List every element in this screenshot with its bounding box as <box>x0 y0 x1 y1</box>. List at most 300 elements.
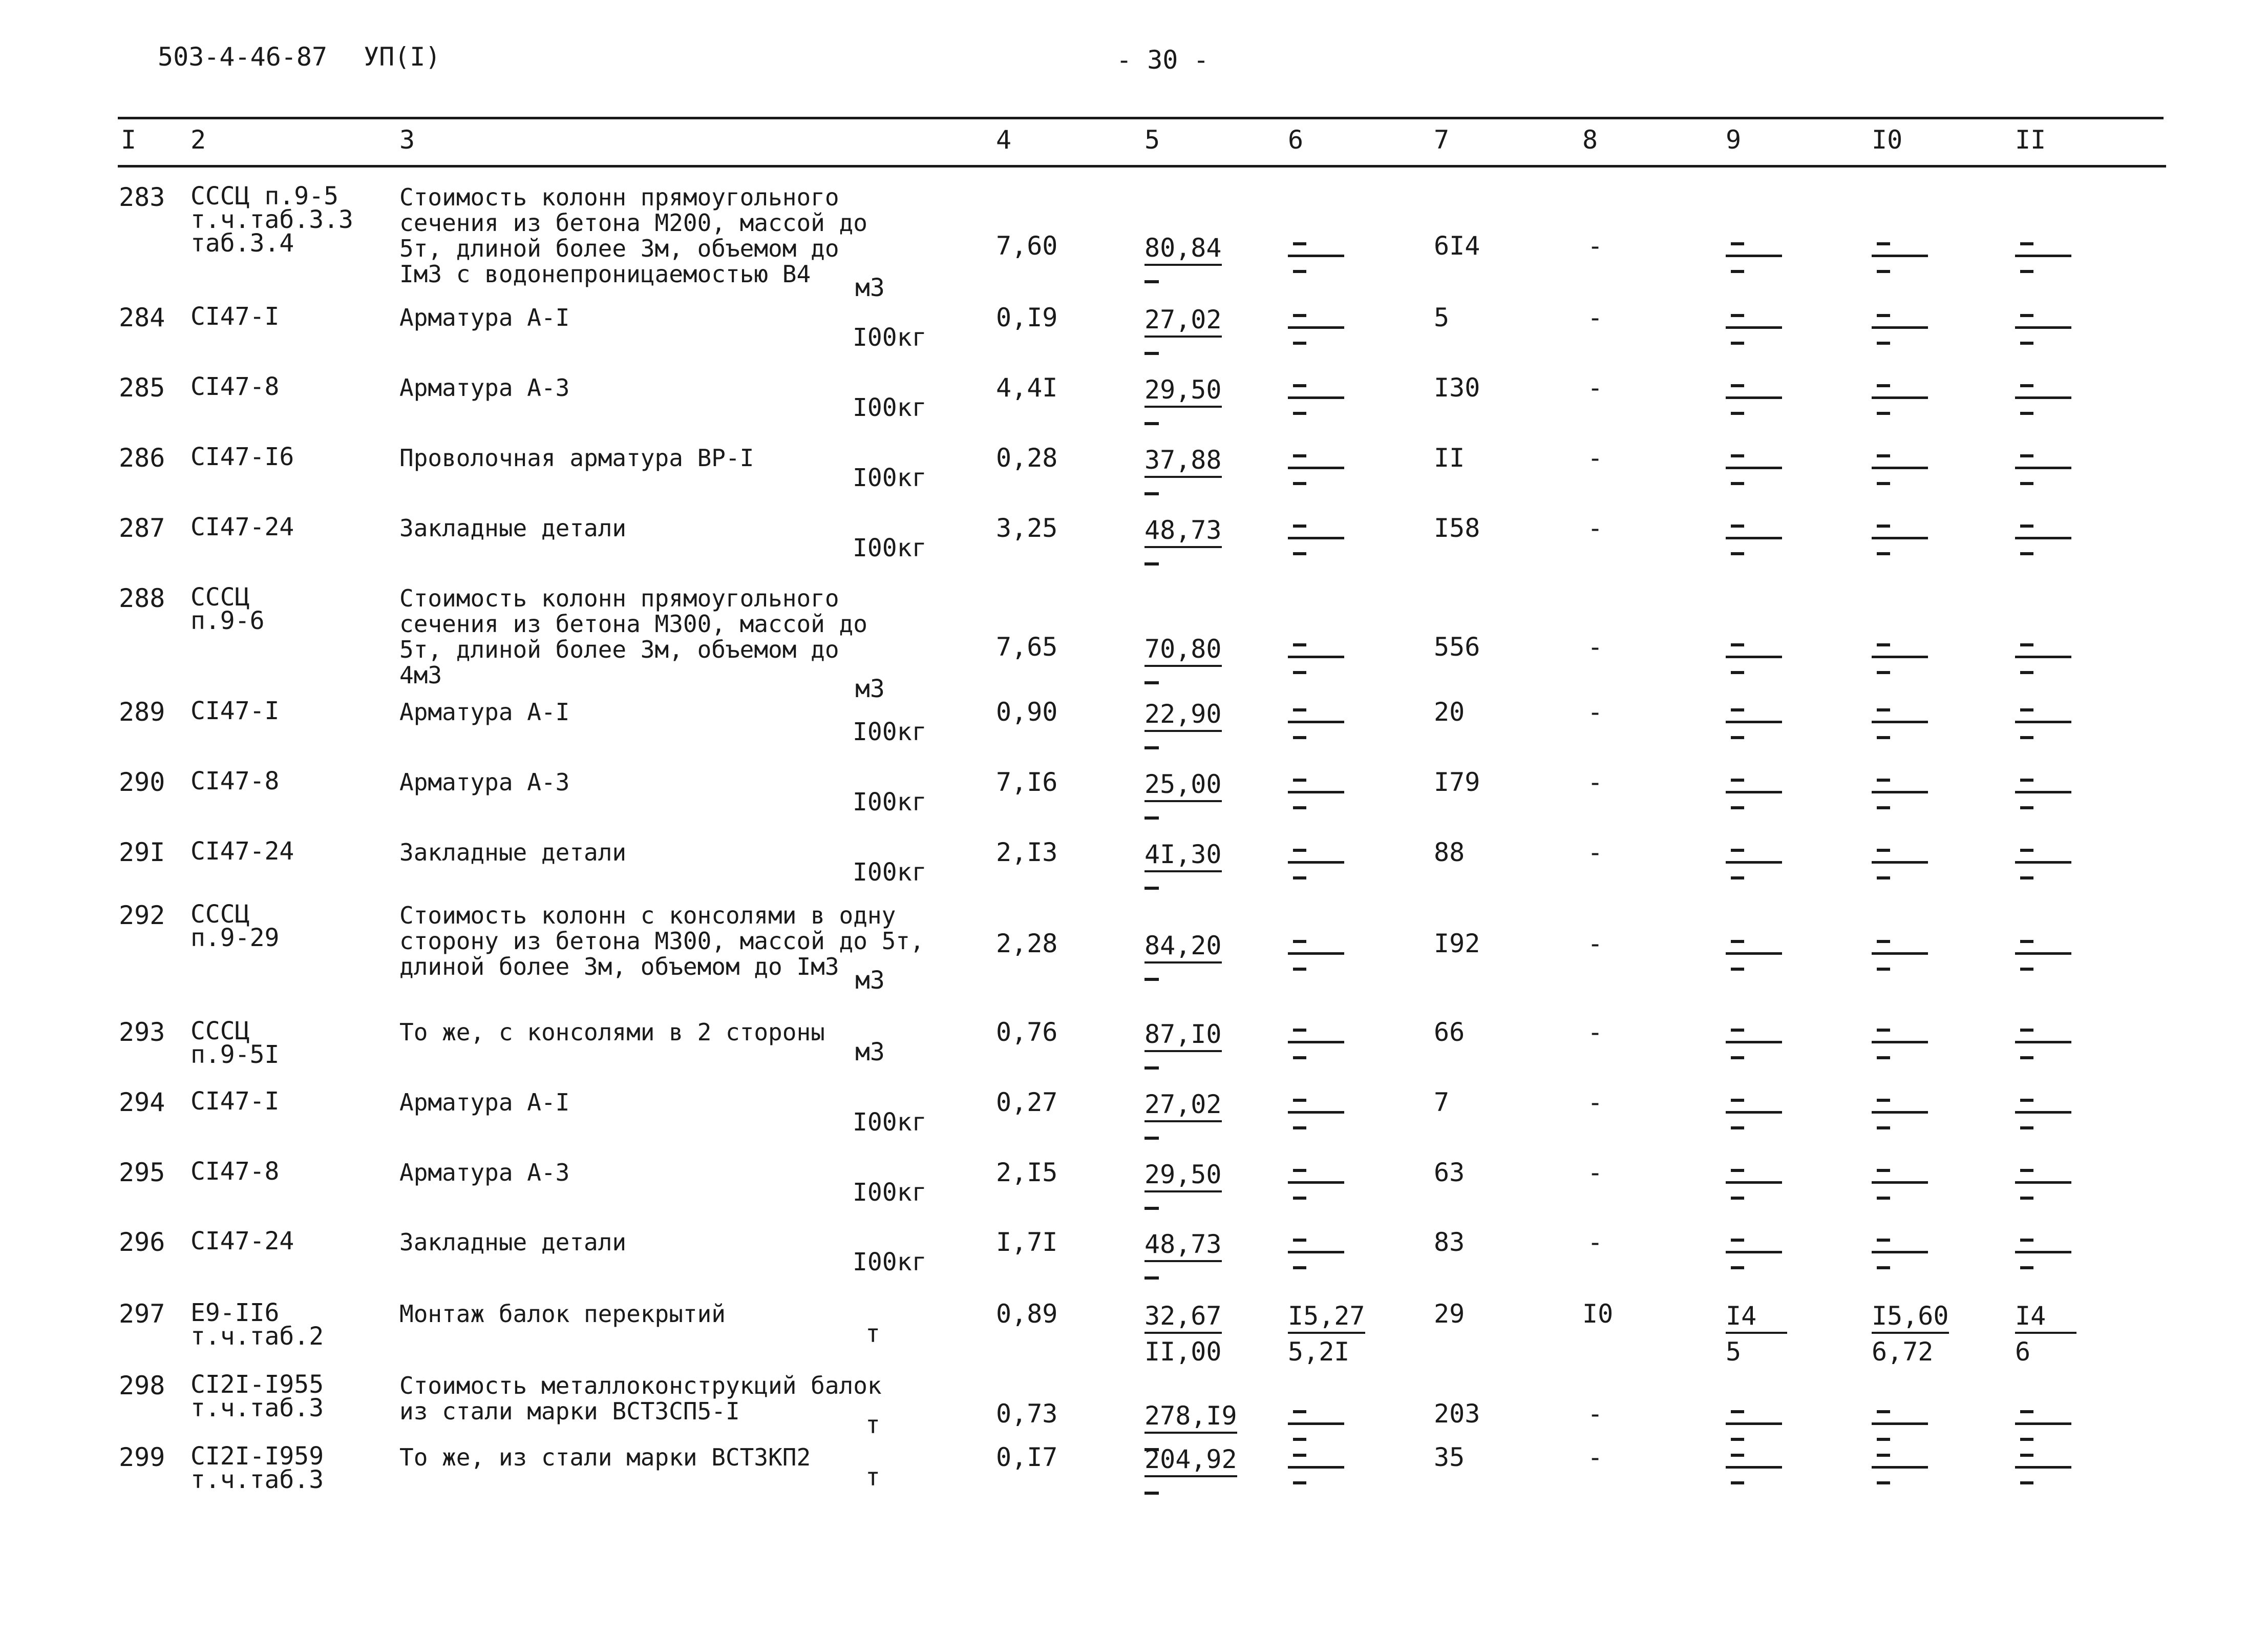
fraction-line <box>1288 721 1344 723</box>
dash-mark <box>1731 708 1744 711</box>
dash-mark <box>1877 1438 1890 1441</box>
work-description: Арматура А-I <box>399 698 570 726</box>
col9-value <box>1726 1018 1787 1075</box>
fraction-line <box>1288 326 1344 329</box>
col11-value <box>2015 374 2076 430</box>
fraction-line <box>2015 467 2071 469</box>
total-cost: 5 <box>1434 303 1450 332</box>
labor-cost <box>1288 304 1349 360</box>
quantity-value: 0,28 <box>996 443 1058 473</box>
dash-mark <box>1293 1239 1306 1242</box>
fraction-line <box>1872 1181 1928 1184</box>
dash-mark <box>1144 681 1159 684</box>
labor-cost <box>1288 930 1349 986</box>
dash-mark <box>2020 736 2033 739</box>
dash-mark <box>1293 552 1306 555</box>
dash-mark <box>1731 968 1744 971</box>
col11-value-denominator: 6 <box>2015 1337 2031 1367</box>
col11-value <box>2015 1443 2076 1500</box>
dash-mark <box>2020 552 2033 555</box>
reference-code: СССЦ п.9-29 <box>190 900 280 952</box>
quantity-value: 0,27 <box>996 1087 1058 1117</box>
row-number: 298 <box>119 1371 165 1400</box>
row-number: 283 <box>119 182 165 212</box>
work-description: Стоимость колонн с консолями в одну сторону из бетона М300, массой до 5т, длиной более 3м, объемом до Iм3 <box>399 902 924 980</box>
work-description: Проволочная арматура ВР-I <box>399 444 754 472</box>
unit-cost <box>1144 445 1222 511</box>
unit-cost-numerator: 29,50 <box>1144 375 1222 408</box>
reference-code: CI47-8 <box>190 372 280 401</box>
machine-cost: - <box>1587 373 1603 403</box>
unit-cost-numerator: 48,73 <box>1144 515 1222 548</box>
reference-code: CI47-24 <box>190 837 294 866</box>
col10-value-denominator: 6,72 <box>1872 1337 1934 1367</box>
dash-mark <box>1293 1410 1306 1413</box>
unit-of-measure: I00кг <box>853 858 927 887</box>
labor-cost <box>1288 514 1349 571</box>
unit-of-measure: I00кг <box>853 1108 927 1137</box>
dash-mark <box>1731 342 1744 345</box>
unit-cost-denominator <box>1144 670 1222 700</box>
fraction-line <box>1726 1041 1782 1043</box>
fraction-line <box>1872 656 1928 658</box>
machine-cost: - <box>1587 231 1603 261</box>
fraction-line <box>1726 952 1782 955</box>
col10-value <box>1872 1228 1933 1285</box>
fraction-line <box>1726 1466 1782 1469</box>
unit-cost-numerator: 87,I0 <box>1144 1019 1222 1052</box>
dash-mark <box>1877 270 1890 273</box>
labor-cost <box>1288 374 1349 430</box>
reference-code: СССЦ п.9-6 <box>190 583 265 635</box>
labor-cost-denominator: 5,2I <box>1288 1337 1350 1367</box>
fraction-line <box>1726 537 1782 539</box>
machine-cost: - <box>1587 837 1603 867</box>
machine-cost: - <box>1587 303 1603 332</box>
work-description: То же, из стали марки ВСТ3КП2 <box>399 1443 811 1471</box>
total-cost: I92 <box>1434 929 1480 958</box>
row-number: 289 <box>119 697 165 727</box>
dash-mark <box>1877 876 1890 879</box>
fraction-line <box>1726 396 1782 399</box>
col9-value-denominator: 5 <box>1726 1337 1742 1367</box>
dash-mark <box>1731 643 1744 646</box>
dash-mark <box>1144 746 1159 749</box>
reference-code: CI47-24 <box>190 1227 294 1255</box>
quantity-value: 0,I7 <box>996 1442 1058 1472</box>
col9-value <box>1726 1301 1787 1367</box>
col11-value <box>2015 930 2076 986</box>
col10-value <box>1872 444 1933 500</box>
quantity-value: 7,I6 <box>996 767 1058 797</box>
dash-mark <box>1877 482 1890 485</box>
dash-mark <box>1731 779 1744 782</box>
unit-of-measure: I00кг <box>853 1248 927 1276</box>
unit-cost-numerator: 32,67 <box>1144 1301 1222 1334</box>
col9-value <box>1726 444 1787 500</box>
unit-cost-numerator: 70,80 <box>1144 634 1222 667</box>
unit-cost-denominator <box>1144 341 1222 370</box>
row-number: 296 <box>119 1227 165 1257</box>
dash-mark <box>1731 314 1744 317</box>
dash-mark <box>1293 671 1306 674</box>
fraction-line <box>1288 1111 1344 1114</box>
dash-mark <box>2020 643 2033 646</box>
dash-mark <box>1731 384 1744 387</box>
col11-value <box>2015 633 2076 689</box>
unit-cost <box>1144 840 1222 905</box>
work-description: Закладные детали <box>399 1228 627 1256</box>
work-description: То же, с консолями в 2 стороны <box>399 1018 825 1046</box>
fraction-line <box>2015 537 2071 539</box>
reference-code: CI47-I <box>190 697 280 725</box>
dash-mark <box>1731 1169 1744 1172</box>
col10-value <box>1872 698 1933 755</box>
unit-cost-numerator: 27,02 <box>1144 1090 1222 1122</box>
fraction-line <box>2015 861 2071 864</box>
dash-mark <box>1877 968 1890 971</box>
dash-mark <box>1877 1029 1890 1032</box>
dash-mark <box>2020 1239 2033 1242</box>
dash-mark <box>1731 1481 1744 1484</box>
dash-mark <box>1144 492 1159 495</box>
page-number: - 30 - <box>1116 45 1209 75</box>
reference-code: СССЦ п.9-5I <box>190 1017 280 1069</box>
unit-of-measure: м3 <box>855 1038 885 1066</box>
unit-cost-numerator: 84,20 <box>1144 931 1222 963</box>
unit-cost <box>1144 1090 1222 1155</box>
dash-mark <box>2020 1410 2033 1413</box>
dash-mark <box>1877 1056 1890 1059</box>
col10-value <box>1872 1159 1933 1215</box>
quantity-value: 7,65 <box>996 632 1058 662</box>
dash-mark <box>2020 671 2033 674</box>
unit-cost-denominator <box>1144 1265 1222 1295</box>
fraction-line <box>2015 1422 2071 1425</box>
fraction-line <box>1288 861 1344 864</box>
fraction-line <box>2015 721 2071 723</box>
dash-mark <box>1293 779 1306 782</box>
total-cost: 20 <box>1434 697 1465 727</box>
dash-mark <box>1877 1410 1890 1413</box>
dash-mark <box>1293 314 1306 317</box>
fraction-line <box>1872 721 1928 723</box>
col9-value <box>1726 768 1787 825</box>
dash-mark <box>1293 806 1306 809</box>
fraction-line <box>1872 791 1928 793</box>
fraction-line <box>1872 1422 1928 1425</box>
dash-mark <box>1293 1454 1306 1457</box>
row-number: 284 <box>119 303 165 332</box>
unit-cost-denominator <box>1144 805 1222 835</box>
col9-value <box>1726 232 1787 288</box>
labor-cost <box>1288 1228 1349 1285</box>
dash-mark <box>1877 525 1890 528</box>
dash-mark <box>1877 1169 1890 1172</box>
dash-mark <box>2020 849 2033 852</box>
dash-mark <box>1731 412 1744 415</box>
fraction-line <box>1872 326 1928 329</box>
dash-mark <box>2020 1197 2033 1200</box>
dash-mark <box>1293 242 1306 245</box>
reference-code: CI47-24 <box>190 513 294 541</box>
work-description: Арматура А-3 <box>399 374 570 402</box>
dash-mark <box>1731 482 1744 485</box>
fraction-line <box>2015 1466 2071 1469</box>
fraction-line <box>1726 656 1782 658</box>
column-header: I <box>121 125 137 155</box>
fraction-line <box>1872 1466 1928 1469</box>
quantity-value: 7,60 <box>996 231 1058 261</box>
dash-mark <box>1877 1239 1890 1242</box>
col10-value <box>1872 633 1933 689</box>
dash-mark <box>1877 671 1890 674</box>
quantity-value: 4,4I <box>996 373 1058 403</box>
labor-cost <box>1288 1018 1349 1075</box>
dash-mark <box>1144 352 1159 355</box>
col11-value <box>2015 444 2076 500</box>
dash-mark <box>1144 562 1159 565</box>
col11-value <box>2015 1018 2076 1075</box>
dash-mark <box>1877 342 1890 345</box>
row-number: 299 <box>119 1442 165 1472</box>
total-cost: 66 <box>1434 1017 1465 1047</box>
col9-value <box>1726 1443 1787 1500</box>
dash-mark <box>1877 454 1890 457</box>
unit-of-measure: I00кг <box>853 323 927 352</box>
unit-of-measure: I00кг <box>853 534 927 562</box>
dash-mark <box>2020 525 2033 528</box>
unit-cost-numerator: 48,73 <box>1144 1229 1222 1262</box>
col10-value <box>1872 374 1933 430</box>
dash-mark <box>1293 1266 1306 1269</box>
dash-mark <box>2020 1099 2033 1102</box>
unit-of-measure: м3 <box>855 274 885 302</box>
quantity-value: 2,I5 <box>996 1158 1058 1187</box>
dash-mark <box>2020 1481 2033 1484</box>
dash-mark <box>1731 270 1744 273</box>
fraction-line <box>1288 1041 1344 1043</box>
dash-mark <box>2020 454 2033 457</box>
row-number: 29I <box>119 837 165 867</box>
column-header: 6 <box>1288 125 1304 155</box>
dash-mark <box>1731 552 1744 555</box>
dash-mark <box>1293 270 1306 273</box>
dash-mark <box>1293 643 1306 646</box>
dash-mark <box>1293 384 1306 387</box>
labor-cost <box>1288 698 1349 755</box>
dash-mark <box>2020 968 2033 971</box>
dash-mark <box>1731 806 1744 809</box>
fraction-line <box>1726 1111 1782 1114</box>
dash-mark <box>1877 779 1890 782</box>
quantity-value: 2,I3 <box>996 837 1058 867</box>
dash-mark <box>1877 242 1890 245</box>
table-top-rule <box>118 117 2164 119</box>
fraction-line <box>1288 467 1344 469</box>
dash-mark <box>1293 736 1306 739</box>
machine-cost: - <box>1587 1017 1603 1047</box>
unit-cost-numerator: 278,I9 <box>1144 1401 1237 1434</box>
col9-value <box>1726 698 1787 755</box>
fraction-line <box>1872 467 1928 469</box>
col9-value <box>1726 1228 1787 1285</box>
total-cost: 29 <box>1434 1299 1465 1329</box>
dash-mark <box>1293 940 1306 943</box>
labor-cost <box>1288 444 1349 500</box>
column-header: 4 <box>996 125 1012 155</box>
dash-mark <box>1877 1266 1890 1269</box>
dash-mark <box>1144 1137 1159 1140</box>
dash-mark <box>1731 736 1744 739</box>
fraction-line <box>1872 952 1928 955</box>
dash-mark <box>1731 1438 1744 1441</box>
fraction-line <box>1288 656 1344 658</box>
dash-mark <box>1731 1099 1744 1102</box>
dash-mark <box>1293 1438 1306 1441</box>
col10-value <box>1872 514 1933 571</box>
col10-value <box>1872 930 1933 986</box>
dash-mark <box>1731 849 1744 852</box>
dash-mark <box>1877 1126 1890 1129</box>
total-cost: I30 <box>1434 373 1480 403</box>
machine-cost: - <box>1587 513 1603 543</box>
unit-of-measure: м3 <box>855 675 885 703</box>
reference-code: CI47-8 <box>190 1157 280 1186</box>
machine-cost: - <box>1587 443 1603 473</box>
fraction-line <box>1288 952 1344 955</box>
unit-cost-numerator: 80,84 <box>1144 233 1222 266</box>
fraction-line <box>2015 791 2071 793</box>
document-code: 503-4-46-87 <box>158 42 328 72</box>
col11-value <box>2015 1301 2076 1367</box>
dash-mark <box>2020 270 2033 273</box>
dash-mark <box>1877 412 1890 415</box>
col9-value <box>1726 930 1787 986</box>
fraction-line <box>1726 721 1782 723</box>
unit-of-measure: I00кг <box>853 1178 927 1207</box>
work-description: Стоимость колонн прямоугольного сечения из бетона М200, массой до 5т, длиной более 3м, объемом до Iм3 с водонепроницаемостью В4 <box>399 183 867 288</box>
dash-mark <box>2020 342 2033 345</box>
fraction-line <box>1726 467 1782 469</box>
dash-mark <box>1731 671 1744 674</box>
unit-cost-denominator <box>1144 735 1222 765</box>
fraction-line <box>1726 1422 1782 1425</box>
col10-value-numerator: I5,60 <box>1872 1301 1949 1334</box>
unit-cost-denominator <box>1144 481 1222 511</box>
dash-mark <box>1293 412 1306 415</box>
fraction-line <box>2015 1041 2071 1043</box>
fraction-line <box>1726 326 1782 329</box>
fraction-line <box>1726 1251 1782 1253</box>
col9-value <box>1726 633 1787 689</box>
unit-cost <box>1144 1301 1222 1367</box>
col9-value-numerator: I4 <box>1726 1301 1787 1334</box>
col10-value <box>1872 768 1933 825</box>
dash-mark <box>1877 1454 1890 1457</box>
col11-value <box>2015 232 2076 288</box>
unit-cost <box>1144 1444 1237 1510</box>
fraction-line <box>2015 1181 2071 1184</box>
dash-mark <box>1877 940 1890 943</box>
col9-value <box>1726 374 1787 430</box>
work-description: Закладные детали <box>399 514 627 542</box>
dash-mark <box>1293 1481 1306 1484</box>
fraction-line <box>2015 1251 2071 1253</box>
unit-of-measure: I00кг <box>853 718 927 746</box>
col9-value <box>1726 839 1787 895</box>
machine-cost: - <box>1587 1442 1603 1472</box>
dash-mark <box>2020 242 2033 245</box>
fraction-line <box>1288 1251 1344 1253</box>
row-number: 290 <box>119 767 165 797</box>
dash-mark <box>2020 1126 2033 1129</box>
work-description: Арматура А-3 <box>399 768 570 796</box>
unit-of-measure: т <box>865 1319 880 1348</box>
total-cost: 35 <box>1434 1442 1465 1472</box>
dash-mark <box>1731 1197 1744 1200</box>
unit-cost-denominator <box>1144 1196 1222 1225</box>
reference-code: СССЦ п.9-5 т.ч.таб.3.3 таб.3.4 <box>190 182 353 258</box>
total-cost: 6I4 <box>1434 231 1480 261</box>
column-header: I0 <box>1872 125 1903 155</box>
unit-cost-denominator <box>1144 1125 1222 1155</box>
unit-cost-denominator: II,00 <box>1144 1337 1222 1367</box>
dash-mark <box>2020 314 2033 317</box>
dash-mark <box>2020 708 2033 711</box>
column-header: 2 <box>190 125 206 155</box>
machine-cost: - <box>1587 632 1603 662</box>
dash-mark <box>1877 849 1890 852</box>
dash-mark <box>1293 708 1306 711</box>
dash-mark <box>1293 1197 1306 1200</box>
unit-cost-numerator: 37,88 <box>1144 445 1222 478</box>
unit-cost-denominator <box>1144 967 1222 996</box>
machine-cost: - <box>1587 1399 1603 1429</box>
dash-mark <box>1731 1266 1744 1269</box>
reference-code: CI47-I <box>190 1087 280 1116</box>
work-description: Арматура А-3 <box>399 1159 570 1186</box>
dash-mark <box>2020 482 2033 485</box>
fraction-line <box>1872 1041 1928 1043</box>
col10-value <box>1872 1301 1949 1367</box>
total-cost: 88 <box>1434 837 1465 867</box>
dash-mark <box>1731 1239 1744 1242</box>
fraction-line <box>1872 1251 1928 1253</box>
total-cost: 203 <box>1434 1399 1480 1429</box>
labor-cost <box>1288 1088 1349 1145</box>
unit-cost-numerator: 25,00 <box>1144 769 1222 802</box>
total-cost: 7 <box>1434 1087 1450 1117</box>
column-header: 3 <box>399 125 415 155</box>
unit-cost <box>1144 769 1222 835</box>
labor-cost <box>1288 768 1349 825</box>
dash-mark <box>2020 940 2033 943</box>
dash-mark <box>1293 525 1306 528</box>
col11-value <box>2015 514 2076 571</box>
fraction-line <box>1288 1181 1344 1184</box>
col9-value <box>1726 304 1787 360</box>
reference-code: CI47-8 <box>190 767 280 795</box>
quantity-value: 0,90 <box>996 697 1058 727</box>
dash-mark <box>1731 525 1744 528</box>
machine-cost: - <box>1587 697 1603 727</box>
unit-cost <box>1144 233 1222 299</box>
fraction-line <box>1288 537 1344 539</box>
dash-mark <box>1293 342 1306 345</box>
fraction-line <box>2015 396 2071 399</box>
document-section: УП(I) <box>364 42 441 72</box>
